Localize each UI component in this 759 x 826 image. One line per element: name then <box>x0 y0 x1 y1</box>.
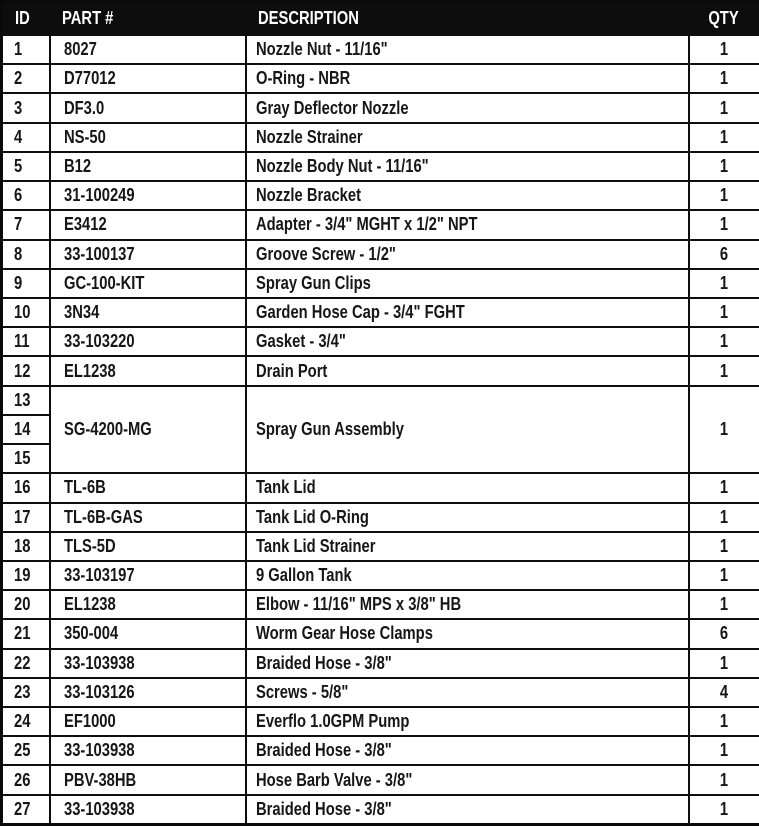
cell-quantity: 1 <box>689 35 759 64</box>
cell-quantity: 1 <box>689 473 759 502</box>
cell-part-number: EL1238 <box>50 356 246 385</box>
table-row <box>2 736 759 765</box>
cell-id: 19 <box>2 561 50 590</box>
cell-id: 2 <box>2 64 50 93</box>
cell-id: 23 <box>2 678 50 707</box>
cell-id: 20 <box>2 590 50 619</box>
cell-quantity: 1 <box>689 386 759 474</box>
table-row <box>2 765 759 794</box>
cell-description: Tank Lid <box>246 473 689 502</box>
table-row <box>2 327 759 356</box>
cell-description: Drain Port <box>246 356 689 385</box>
cell-part-number: 8027 <box>50 35 246 64</box>
cell-description: Braided Hose - 3/8" <box>246 795 689 825</box>
cell-part-number: 33-103938 <box>50 795 246 825</box>
table-row <box>2 386 759 415</box>
table-row <box>2 678 759 707</box>
header-quantity: QTY <box>689 2 759 36</box>
cell-part-number: TL-6B <box>50 473 246 502</box>
cell-quantity: 1 <box>689 649 759 678</box>
cell-id: 26 <box>2 765 50 794</box>
cell-id: 27 <box>2 795 50 825</box>
cell-id: 21 <box>2 619 50 648</box>
cell-quantity: 1 <box>689 298 759 327</box>
cell-part-number: EF1000 <box>50 707 246 736</box>
cell-description: Tank Lid Strainer <box>246 532 689 561</box>
cell-description: Screws - 5/8" <box>246 678 689 707</box>
cell-quantity: 1 <box>689 93 759 122</box>
header-description: DESCRIPTION <box>246 2 689 36</box>
cell-id: 13 <box>2 386 50 415</box>
cell-id: 1 <box>2 35 50 64</box>
table-row <box>2 269 759 298</box>
cell-description: Braided Hose - 3/8" <box>246 736 689 765</box>
cell-id: 17 <box>2 503 50 532</box>
cell-id: 16 <box>2 473 50 502</box>
cell-description: O-Ring - NBR <box>246 64 689 93</box>
table-row <box>2 590 759 619</box>
table-row <box>2 64 759 93</box>
cell-description: Garden Hose Cap - 3/4" FGHT <box>246 298 689 327</box>
cell-description: Groove Screw - 1/2" <box>246 240 689 269</box>
cell-description: Spray Gun Assembly <box>246 386 689 474</box>
cell-part-number: 3N34 <box>50 298 246 327</box>
table-row <box>2 181 759 210</box>
cell-description: Gray Deflector Nozzle <box>246 93 689 122</box>
cell-id: 25 <box>2 736 50 765</box>
header-part-number: PART # <box>50 2 246 36</box>
cell-quantity: 1 <box>689 356 759 385</box>
cell-id: 6 <box>2 181 50 210</box>
cell-quantity: 1 <box>689 64 759 93</box>
cell-part-number: D77012 <box>50 64 246 93</box>
table-row <box>2 210 759 239</box>
cell-quantity: 1 <box>689 181 759 210</box>
cell-id: 5 <box>2 152 50 181</box>
table-row <box>2 123 759 152</box>
table-row <box>2 649 759 678</box>
cell-description: Braided Hose - 3/8" <box>246 649 689 678</box>
cell-description: Worm Gear Hose Clamps <box>246 619 689 648</box>
cell-id: 15 <box>2 444 50 473</box>
cell-part-number: 33-103938 <box>50 736 246 765</box>
cell-part-number: B12 <box>50 152 246 181</box>
cell-description: Gasket - 3/4" <box>246 327 689 356</box>
cell-part-number: TLS-5D <box>50 532 246 561</box>
cell-part-number: 33-103220 <box>50 327 246 356</box>
cell-quantity: 6 <box>689 619 759 648</box>
cell-id: 9 <box>2 269 50 298</box>
parts-table-body <box>2 35 759 825</box>
cell-part-number: SG-4200-MG <box>50 386 246 474</box>
cell-id: 3 <box>2 93 50 122</box>
cell-id: 10 <box>2 298 50 327</box>
cell-part-number: 33-103126 <box>50 678 246 707</box>
parts-table-header <box>2 2 759 36</box>
cell-quantity: 1 <box>689 123 759 152</box>
cell-part-number: 33-103197 <box>50 561 246 590</box>
cell-part-number: NS-50 <box>50 123 246 152</box>
table-row <box>2 561 759 590</box>
cell-id: 4 <box>2 123 50 152</box>
cell-id: 14 <box>2 415 50 444</box>
cell-id: 24 <box>2 707 50 736</box>
table-row <box>2 707 759 736</box>
cell-quantity: 1 <box>689 503 759 532</box>
cell-quantity: 1 <box>689 327 759 356</box>
table-row <box>2 503 759 532</box>
cell-id: 22 <box>2 649 50 678</box>
cell-part-number: GC-100-KIT <box>50 269 246 298</box>
table-row <box>2 35 759 64</box>
cell-id: 12 <box>2 356 50 385</box>
cell-quantity: 1 <box>689 532 759 561</box>
cell-description: Nozzle Bracket <box>246 181 689 210</box>
table-row <box>2 240 759 269</box>
cell-quantity: 1 <box>689 152 759 181</box>
cell-description: Nozzle Nut - 11/16" <box>246 35 689 64</box>
cell-description: Adapter - 3/4" MGHT x 1/2" NPT <box>246 210 689 239</box>
cell-description: Hose Barb Valve - 3/8" <box>246 765 689 794</box>
cell-description: Nozzle Strainer <box>246 123 689 152</box>
cell-part-number: PBV-38HB <box>50 765 246 794</box>
header-row <box>2 2 759 36</box>
cell-quantity: 1 <box>689 707 759 736</box>
cell-quantity: 1 <box>689 590 759 619</box>
cell-part-number: DF3.0 <box>50 93 246 122</box>
cell-quantity: 1 <box>689 736 759 765</box>
cell-id: 18 <box>2 532 50 561</box>
cell-id: 7 <box>2 210 50 239</box>
table-row <box>2 619 759 648</box>
cell-quantity: 6 <box>689 240 759 269</box>
cell-quantity: 4 <box>689 678 759 707</box>
cell-quantity: 1 <box>689 795 759 825</box>
cell-part-number: 33-100137 <box>50 240 246 269</box>
cell-description: Tank Lid O-Ring <box>246 503 689 532</box>
cell-id: 8 <box>2 240 50 269</box>
table-row <box>2 532 759 561</box>
table-row <box>2 473 759 502</box>
cell-description: Nozzle Body Nut - 11/16" <box>246 152 689 181</box>
cell-quantity: 1 <box>689 765 759 794</box>
cell-part-number: E3412 <box>50 210 246 239</box>
cell-part-number: 33-103938 <box>50 649 246 678</box>
cell-description: Everflo 1.0GPM Pump <box>246 707 689 736</box>
cell-part-number: TL-6B-GAS <box>50 503 246 532</box>
table-row <box>2 795 759 825</box>
cell-quantity: 1 <box>689 210 759 239</box>
cell-quantity: 1 <box>689 269 759 298</box>
table-row <box>2 356 759 385</box>
cell-description: Spray Gun Clips <box>246 269 689 298</box>
cell-description: 9 Gallon Tank <box>246 561 689 590</box>
cell-quantity: 1 <box>689 561 759 590</box>
cell-part-number: 350-004 <box>50 619 246 648</box>
table-row <box>2 298 759 327</box>
table-row <box>2 152 759 181</box>
cell-description: Elbow - 11/16" MPS x 3/8" HB <box>246 590 689 619</box>
table-row <box>2 93 759 122</box>
cell-part-number: EL1238 <box>50 590 246 619</box>
cell-part-number: 31-100249 <box>50 181 246 210</box>
cell-id: 11 <box>2 327 50 356</box>
header-id: ID <box>2 2 50 36</box>
